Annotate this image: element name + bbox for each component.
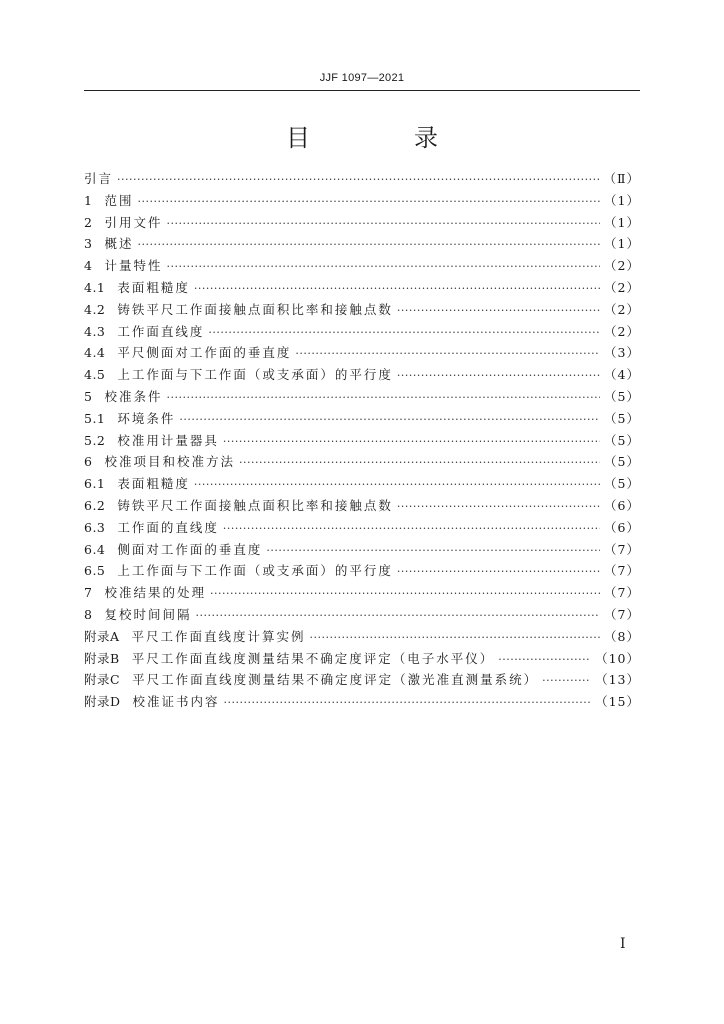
toc-entry-title: 铸铁平尺工作面接触点面积比率和接触点数 bbox=[117, 497, 393, 513]
toc-entry-title: 侧面对工作面的垂直度 bbox=[117, 541, 263, 557]
toc-dot-leader bbox=[223, 431, 600, 453]
toc-entry[interactable] bbox=[84, 604, 640, 626]
toc-entry-title: 平尺工作面直线度计算实例 bbox=[131, 628, 306, 644]
toc-entry-number: 6.2 bbox=[84, 497, 106, 513]
toc-entry[interactable] bbox=[84, 233, 640, 255]
toc-entry-page: （6） bbox=[604, 519, 640, 535]
toc-entry[interactable] bbox=[84, 691, 640, 713]
toc-entry[interactable] bbox=[84, 517, 640, 539]
toc-entry-number: 7 bbox=[84, 585, 93, 601]
toc-entry-page: （5） bbox=[604, 476, 640, 492]
toc-entry-title: 校准证书内容 bbox=[132, 694, 220, 710]
toc-entry-number: 附录B bbox=[84, 650, 120, 666]
toc-entry-number: 5.2 bbox=[84, 432, 106, 448]
toc-entry-title: 工作面的直线度 bbox=[117, 519, 219, 535]
toc-entry-page: （Ⅱ） bbox=[603, 171, 640, 186]
toc-entry[interactable] bbox=[84, 495, 640, 517]
toc-entry-number: 8 bbox=[84, 606, 93, 622]
toc-entry[interactable] bbox=[84, 190, 640, 212]
toc-entry[interactable] bbox=[84, 539, 640, 561]
toc-entry-page: （2） bbox=[604, 258, 640, 274]
toc-entry[interactable] bbox=[84, 626, 640, 648]
toc-entry-number: 4 bbox=[84, 258, 93, 274]
toc-entry[interactable] bbox=[84, 560, 640, 582]
toc-entry-number: 4.1 bbox=[84, 279, 106, 295]
toc-dot-leader bbox=[498, 649, 591, 671]
toc-entry-page: （15） bbox=[595, 694, 640, 710]
toc-entry-page: （5） bbox=[604, 410, 640, 426]
toc-entry-title: 校准用计量器具 bbox=[117, 432, 219, 448]
toc-entry-page: （7） bbox=[604, 606, 640, 622]
toc-entry-number: 4.3 bbox=[84, 323, 106, 339]
toc-entry-page: （1） bbox=[604, 236, 640, 252]
toc-entry-number: 6.1 bbox=[84, 476, 106, 492]
toc-entry-page: （5） bbox=[604, 432, 640, 448]
toc-entry[interactable] bbox=[84, 451, 640, 473]
toc-entry-page: （2） bbox=[604, 279, 640, 295]
page-title: 目 录 bbox=[286, 124, 478, 152]
toc-entry-page: （13） bbox=[595, 672, 640, 688]
toc-entry[interactable] bbox=[84, 408, 640, 430]
toc-entry-number: 6.4 bbox=[84, 541, 106, 557]
toc-dot-leader bbox=[310, 627, 601, 649]
toc-entry-number: 2 bbox=[84, 214, 93, 230]
toc-entry-number: 6 bbox=[84, 454, 93, 470]
toc-dot-leader bbox=[166, 256, 600, 278]
toc-dot-leader bbox=[166, 387, 600, 409]
toc-entry[interactable] bbox=[84, 582, 640, 604]
header-rule bbox=[84, 90, 640, 91]
toc-entry-page: （7） bbox=[604, 563, 640, 579]
toc-entry-title: 概述 bbox=[104, 236, 134, 252]
toc-entry[interactable] bbox=[84, 342, 640, 364]
toc-entry-page: （7） bbox=[604, 541, 640, 557]
toc-entry[interactable] bbox=[84, 277, 640, 299]
toc-entry-title: 平尺工作面直线度测量结果不确定度评定（激光准直测量系统） bbox=[132, 672, 539, 688]
toc-entry-title: 环境条件 bbox=[117, 410, 176, 426]
toc-entry-title: 表面粗糙度 bbox=[117, 279, 190, 295]
toc-entry[interactable] bbox=[84, 669, 640, 691]
toc-entry-title: 表面粗糙度 bbox=[117, 476, 190, 492]
page-number: I bbox=[620, 936, 626, 952]
toc-entry[interactable] bbox=[84, 321, 640, 343]
toc-entry-title: 复校时间间隔 bbox=[104, 606, 192, 622]
toc-entry-title: 工作面直线度 bbox=[117, 323, 205, 339]
toc-entry[interactable] bbox=[84, 364, 640, 386]
toc-dot-leader bbox=[210, 583, 600, 605]
toc-entry-title: 校准结果的处理 bbox=[104, 585, 206, 601]
toc-dot-leader bbox=[208, 322, 600, 344]
toc-dot-leader bbox=[542, 670, 591, 692]
toc-entry-title: 引言 bbox=[84, 171, 114, 186]
toc-dot-leader bbox=[397, 561, 600, 583]
toc-entry-title: 上工作面与下工作面（或支承面）的平行度 bbox=[117, 563, 393, 579]
toc-dot-leader bbox=[117, 169, 599, 191]
toc-entry[interactable] bbox=[84, 648, 640, 670]
toc-dot-leader bbox=[137, 191, 600, 213]
toc-entry[interactable] bbox=[84, 212, 640, 234]
toc-entry[interactable] bbox=[84, 299, 640, 321]
toc-entry-title: 范围 bbox=[104, 192, 134, 208]
toc-entry-title: 铸铁平尺工作面接触点面积比率和接触点数 bbox=[117, 301, 393, 317]
toc-entry-page: （4） bbox=[604, 367, 640, 383]
toc-entry-title: 计量特性 bbox=[104, 258, 163, 274]
toc-entry-number: 5.1 bbox=[84, 410, 106, 426]
toc-entry-page: （6） bbox=[604, 497, 640, 513]
toc-dot-leader bbox=[179, 409, 600, 431]
toc-entry[interactable] bbox=[84, 386, 640, 408]
toc-entry-number: 4.5 bbox=[84, 367, 106, 383]
toc-entry-number: 6.3 bbox=[84, 519, 106, 535]
toc-dot-leader bbox=[266, 540, 600, 562]
toc-dot-leader bbox=[166, 213, 600, 235]
toc-entry-page: （10） bbox=[595, 650, 640, 666]
toc-entry-title: 平尺工作面直线度测量结果不确定度评定（电子水平仪） bbox=[131, 650, 495, 666]
toc-entry-number: 1 bbox=[84, 192, 93, 208]
toc-entry-number: 4.4 bbox=[84, 345, 106, 361]
document-header: JJF 1097—2021 bbox=[319, 72, 405, 84]
toc-entry-number: 6.5 bbox=[84, 563, 106, 579]
toc-entry-page: （5） bbox=[604, 454, 640, 470]
toc-entry-page: （3） bbox=[604, 345, 640, 361]
toc-entry-page: （1） bbox=[604, 214, 640, 230]
toc-dot-leader bbox=[397, 496, 600, 518]
toc-entry-page: （1） bbox=[604, 192, 640, 208]
toc-entry-title: 引用文件 bbox=[104, 214, 163, 230]
toc-entry-number: 4.2 bbox=[84, 301, 106, 317]
toc-dot-leader bbox=[397, 300, 600, 322]
toc-entry-page: （8） bbox=[604, 628, 640, 644]
toc-entry-number: 3 bbox=[84, 236, 93, 252]
toc-dot-leader bbox=[137, 234, 600, 256]
toc-dot-leader bbox=[224, 692, 592, 714]
toc-entry-number: 5 bbox=[84, 388, 93, 404]
toc-entry-number: 附录A bbox=[84, 628, 120, 644]
toc-entry[interactable] bbox=[84, 168, 640, 190]
toc-entry-page: （7） bbox=[604, 585, 640, 601]
toc-entry-number: 附录C bbox=[84, 672, 121, 688]
toc-dot-leader bbox=[295, 343, 600, 365]
toc-entry-page: （2） bbox=[604, 301, 640, 317]
toc-dot-leader bbox=[397, 365, 600, 387]
toc-dot-leader bbox=[194, 278, 600, 300]
table-of-contents bbox=[84, 168, 640, 713]
toc-entry-page: （2） bbox=[604, 323, 640, 339]
toc-entry-title: 校准条件 bbox=[104, 388, 163, 404]
toc-entry[interactable] bbox=[84, 430, 640, 452]
toc-dot-leader bbox=[195, 605, 600, 627]
toc-entry-title: 上工作面与下工作面（或支承面）的平行度 bbox=[117, 367, 393, 383]
toc-entry-page: （5） bbox=[604, 388, 640, 404]
toc-entry-title: 平尺侧面对工作面的垂直度 bbox=[117, 345, 292, 361]
toc-entry[interactable] bbox=[84, 473, 640, 495]
toc-dot-leader bbox=[223, 518, 600, 540]
toc-dot-leader bbox=[239, 452, 600, 474]
toc-entry-number: 附录D bbox=[84, 694, 121, 710]
toc-entry-title: 校准项目和校准方法 bbox=[104, 454, 235, 470]
toc-entry[interactable] bbox=[84, 255, 640, 277]
toc-dot-leader bbox=[194, 474, 600, 496]
